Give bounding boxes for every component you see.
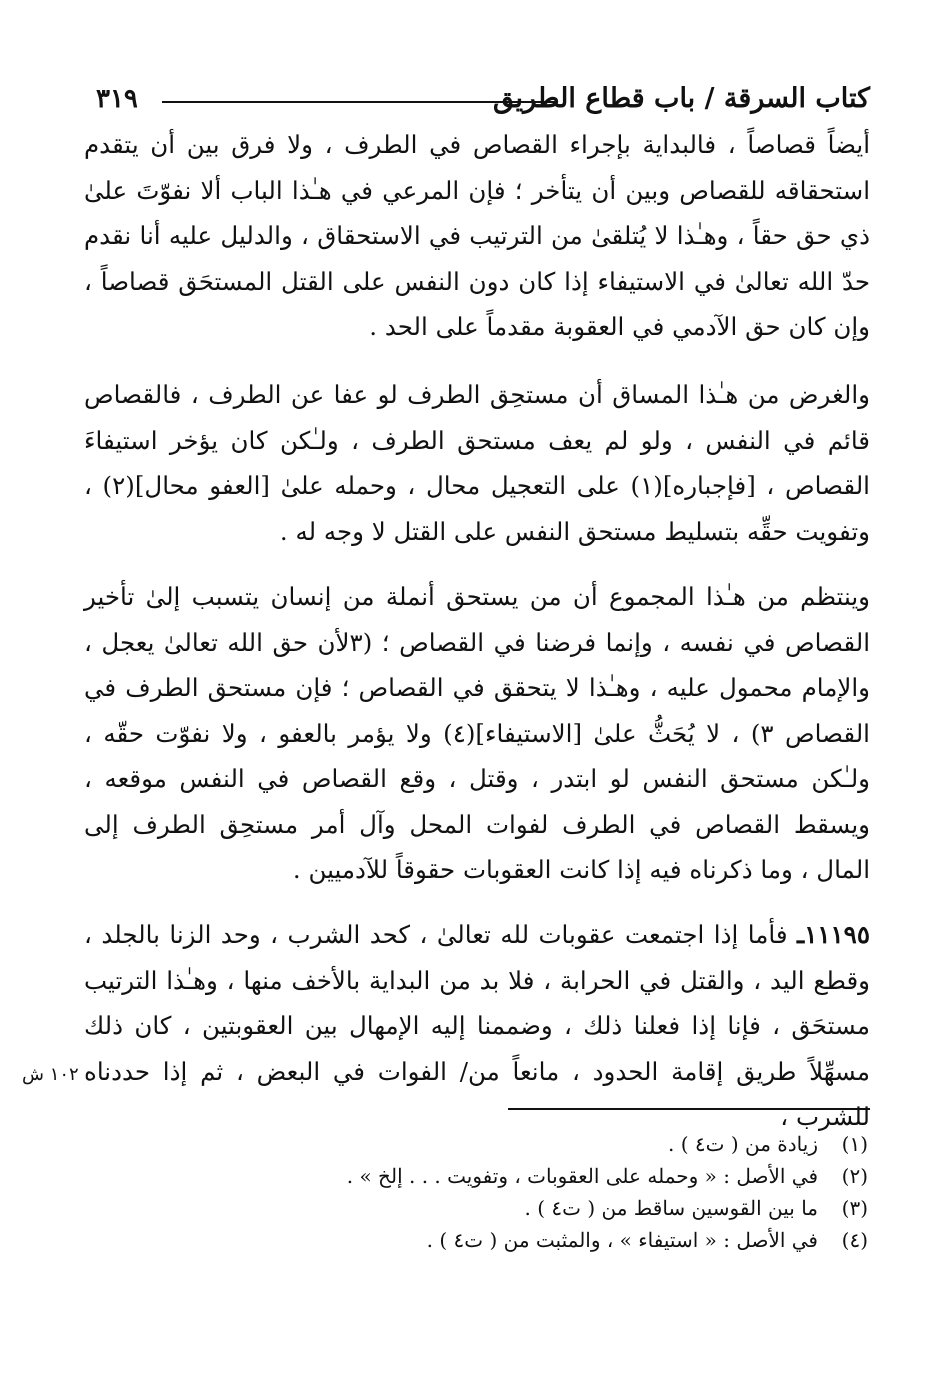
footnote-1 — [82, 1128, 868, 1160]
entry-paragraph — [84, 912, 870, 1140]
footnote-4 — [82, 1224, 868, 1256]
footnote-text: زيادة من ( ت٤ ) . — [668, 1132, 818, 1156]
footnote-separator — [508, 1108, 870, 1110]
page-number: ٣١٩ — [96, 84, 138, 114]
running-header — [96, 72, 870, 120]
footnote-3 — [82, 1192, 868, 1224]
footnote-number: (٢) — [841, 1164, 868, 1188]
manuscript-folio-note: ١٠٢ ش — [22, 1064, 79, 1085]
footnote-text: ما بين القوسين ساقط من ( ت٤ ) . — [524, 1196, 818, 1220]
paragraph-1 — [84, 122, 870, 350]
footnote-text: في الأصل : « وحمله على العقوبات ، وتفويت . . . إلخ » . — [346, 1164, 818, 1188]
entry-number: ١١١٩٥ — [804, 920, 870, 949]
paragraph-2 — [84, 372, 870, 554]
footnote-text: في الأصل : « استيفاء » ، والمثبت من ( ت٤ ) . — [426, 1228, 818, 1252]
numbered-entry — [84, 912, 870, 1140]
entry-text: فأما إذا اجتمعت عقوبات لله تعالىٰ ، كحد الشرب ، وحد الزنا بالجلد ، وقطع اليد ، والقتل في الحرابة ، فلا بد من البداية بالأخف منها ، وهـٰذا الترتيب مستحَق ، فإنا إذا فعلنا ذلك ، وضممنا إليه الإمهال بين العقوبتين ، كان ذلك مسهِّلاً طريق إقامة الحدود ، مانعاً من/ الفوات في البعض ، ثم إذا حددناه للشرب ، — [84, 920, 870, 1131]
footnote-2 — [82, 1160, 868, 1192]
paragraph-text: والغرض من هـٰذا المساق أن مستحِق الطرف لو عفا عن الطرف ، فالقصاص قائم في النفس ، ولو لم يعف مستحق الطرف ، ولـٰكن كان يؤخر استيفاءَ القصاص ، [فإجباره](١) على التعجيل محال ، وحمله علىٰ [العفو محال](٢) ، وتفويت حقِّه بتسليط مستحق النفس على القتل لا وجه له . — [84, 380, 870, 546]
chapter-title: كتاب السرقة / باب قطاع الطريق — [493, 83, 870, 114]
header-rule — [162, 101, 555, 103]
paragraph-text: وينتظم من هـٰذا المجموع أن من يستحق أنملة من إنسان يتسبب إلىٰ تأخير القصاص في نفسه ، وإنما فرضنا في القصاص ؛ (٣لأن حق الله تعالىٰ يعجل ، والإمام محمول عليه ، وهـٰذا لا يتحقق في القصاص ؛ فإن مستحق الطرف في القصاص ٣) ، لا يُحَثُّ علىٰ [الاستيفاء](٤) ولا يؤمر بالعفو ، ولا نفوّت حقّه ، ولـٰكن مستحق النفس لو ابتدر ، وقتل ، وقع القصاص في النفس موقعه ، ويسقط القصاص في الطرف لفوات المحل وآل أمر مستحِق الطرف إلى المال ، وما ذكرناه فيه إذا كانت العقوبات حقوقاً للآدميين . — [84, 582, 870, 884]
paragraph-3 — [84, 574, 870, 893]
footnote-number: (٤) — [841, 1228, 868, 1252]
footnotes — [82, 1128, 868, 1256]
footnote-number: (٣) — [841, 1196, 868, 1220]
entry-dash: ـ — [797, 920, 805, 949]
paragraph-text: أيضاً قصاصاً ، فالبداية بإجراء القصاص في الطرف ، ولا فرق بين أن يتقدم استحقاقه للقصاص وبين أن يتأخر ؛ فإن المرعي في هـٰذا الباب ألا نفوّتَ علىٰ ذي حق حقاً ، وهـٰذا لا يُتلقىٰ من الترتيب في الاستحقاق ، والدليل عليه أنا نقدم حدّ الله تعالىٰ في الاستيفاء إذا كان دون النفس على القتل المستحَق قصاصاً ، وإن كان حق الآدمي في العقوبة مقدماً على الحد . — [84, 130, 871, 341]
footnote-number: (١) — [841, 1132, 868, 1156]
